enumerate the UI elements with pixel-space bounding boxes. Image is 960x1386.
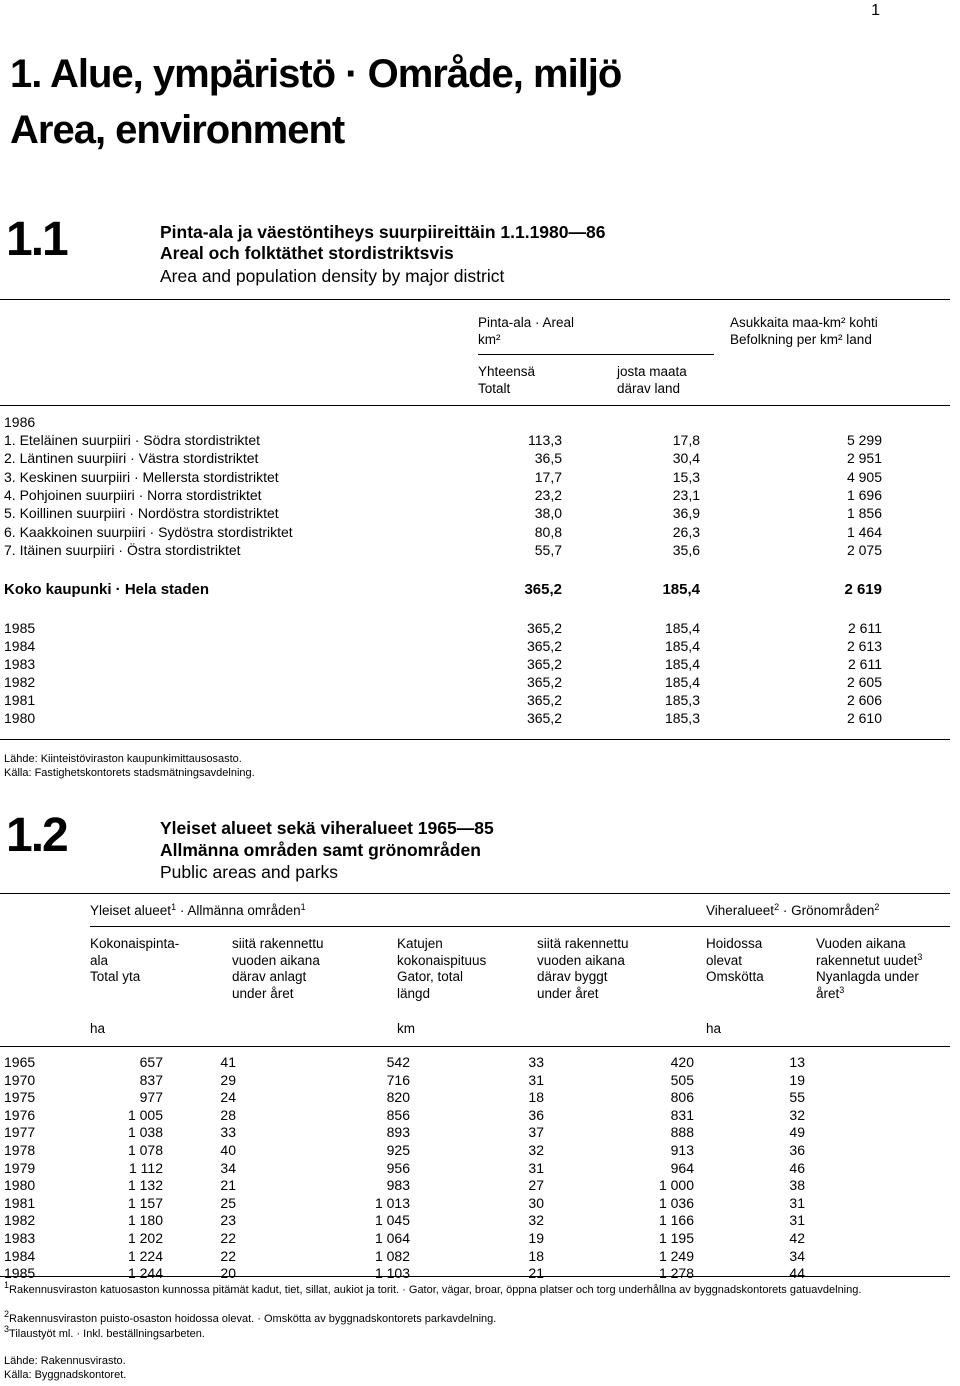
col-label: vuoden aikana: [232, 952, 320, 968]
group-public-areas: [90, 903, 306, 920]
city-total-area: 365,2: [524, 581, 562, 598]
district-density: 4 905: [846, 469, 882, 485]
year-cell: 1965: [4, 1054, 36, 1070]
source-sv: Källa: Fastighetskontorets stadsmätningsavdelning.: [4, 767, 255, 779]
street-length-cell: 925: [386, 1141, 410, 1158]
parks-new-cell: 38: [789, 1177, 805, 1194]
year: 1984: [4, 638, 36, 654]
street-length-cell: 893: [386, 1124, 410, 1141]
built-area-cell: 29: [220, 1071, 236, 1088]
total-area-cell: 1 038: [127, 1124, 163, 1141]
table-1-1-title-fi: Pinta-ala ja väestöntiheys suurpiireittäin 1.1.1980—86: [160, 222, 606, 242]
col-label: Katujen: [397, 936, 443, 951]
col-label: [816, 986, 922, 1003]
footnote-3-text: Tilaustyöt ml. · Inkl. beställningsarbeten.: [9, 1328, 205, 1340]
built-area-cell: 33: [220, 1124, 236, 1141]
header-density-fi: Asukkaita maa-km² kohti: [730, 315, 878, 330]
street-length-cell: 1 013: [374, 1194, 410, 1211]
col-label: [816, 953, 922, 970]
district-total: 23,2: [534, 487, 562, 503]
parks-new-cell: 42: [789, 1229, 805, 1246]
year-land: 185,3: [664, 692, 700, 708]
parks-new-cell: 46: [789, 1159, 805, 1176]
footnote-1-text: Rakennusviraston katuosaston kunnossa pitämät kadut, tiet, sillat, aukiot ja torit. · Gator, vägar, broar, öppna platser och torg underhållna av byggnadskontorets gatuavdelning.: [9, 1284, 862, 1296]
year-cell: 1975: [4, 1089, 36, 1106]
district-density: 1 856: [846, 505, 882, 521]
header-total-fi: Yhteensä: [478, 364, 536, 379]
chapter-title-fi-sv: 1. Alue, ympäristö · Område, miljö: [10, 52, 622, 96]
built-streets-cell: 18: [528, 1247, 544, 1264]
parks-maintained-cell: 505: [670, 1071, 694, 1088]
group-parks: [706, 903, 879, 920]
year: 1983: [4, 656, 36, 672]
footnote-1: [4, 1280, 954, 1298]
total-area-cell: 977: [139, 1089, 163, 1106]
page-number: 1: [871, 2, 880, 19]
table-1-1-title-sv: Areal och folktäthet stordistriktsvis: [160, 243, 454, 263]
footnote-2: [4, 1309, 497, 1327]
col-label: Omskötta: [706, 969, 764, 984]
unit-ha: ha: [90, 1021, 106, 1036]
source-sv-2: Källa: Byggnadskontoret.: [4, 1369, 127, 1381]
footnote-3: [4, 1324, 205, 1342]
street-length-cell: 1 045: [374, 1212, 410, 1229]
total-area-cell: 1 078: [127, 1141, 163, 1158]
district-density: 2 075: [846, 542, 882, 558]
col-label: Total yta: [90, 969, 141, 984]
year-land: 185,4: [664, 638, 700, 654]
header-land-fi: josta maata: [617, 364, 687, 379]
footnote-mark: 1: [300, 902, 306, 912]
footnote-mark: 1: [171, 902, 177, 912]
year-cell: 1977: [4, 1124, 36, 1141]
total-area-cell: 1 112: [129, 1159, 163, 1176]
col-label: ala: [90, 952, 109, 968]
unit-km: km: [397, 1021, 415, 1036]
table-row: [4, 1160, 805, 1178]
footnote-mark: 1: [4, 1280, 10, 1290]
col-total-area: [90, 936, 179, 986]
col-label: därav byggt: [537, 969, 608, 984]
year-density: 2 611: [848, 656, 882, 672]
street-length-cell: 956: [386, 1159, 410, 1176]
footnote-mark: 2: [4, 1309, 10, 1319]
district-land: 15,3: [672, 469, 700, 485]
table-row: [4, 1248, 805, 1266]
parks-maintained-cell: 1 036: [658, 1194, 694, 1211]
parks-maintained-cell: 420: [670, 1054, 694, 1070]
total-area-cell: 837: [139, 1071, 163, 1088]
district-name: 1. Eteläinen suurpiiri · Södra stordistriktet: [4, 432, 260, 448]
street-length-cell: 856: [386, 1106, 410, 1123]
group-public-sv: · Allmänna områden: [176, 903, 301, 918]
built-streets-cell: 21: [528, 1265, 544, 1282]
col-label: olevat: [706, 952, 743, 968]
parks-new-cell: 36: [789, 1141, 805, 1158]
col-label: Kokonaispinta-: [90, 936, 180, 951]
header-land-sv: därav land: [617, 380, 681, 396]
year-land: 185,3: [664, 710, 700, 726]
table-1-2-title-sv: Allmänna områden samt grönområden: [160, 840, 481, 860]
group-parks-fi: Viheralueet: [706, 903, 775, 918]
city-total-label: Koko kaupunki · Hela staden: [4, 581, 210, 598]
parks-new-cell: 19: [789, 1071, 805, 1088]
built-streets-cell: 27: [528, 1177, 544, 1194]
footnote-2-text: Rakennusviraston puisto-osaston hoidossa olevat. · Omskötta av byggnadskontorets parkavdelning.: [9, 1313, 497, 1325]
district-name: 7. Itäinen suurpiiri · Östra stordistriktet: [4, 542, 241, 558]
col-label-text: året: [816, 985, 840, 1001]
year-density: 2 606: [846, 692, 882, 708]
year-label: 1986: [4, 414, 36, 430]
parks-table: [4, 1054, 805, 1283]
built-area-cell: 23: [220, 1212, 236, 1229]
header-total-sv: Totalt: [478, 380, 511, 396]
group-underline: [90, 926, 950, 927]
year-density: 2 613: [846, 638, 882, 654]
year-land: 185,4: [664, 620, 700, 636]
unit-ha-parks: ha: [706, 1021, 722, 1036]
parks-maintained-cell: 888: [670, 1124, 694, 1141]
group-parks-sv: · Grönområden: [779, 903, 875, 918]
built-streets-cell: 31: [528, 1159, 544, 1176]
footnote-mark: 3: [917, 951, 923, 962]
col-label: Vuoden aikana: [816, 936, 906, 951]
parks-new-cell: 31: [789, 1212, 805, 1229]
district-total: 113,3: [528, 432, 562, 448]
parks-maintained-cell: 1 195: [658, 1229, 694, 1246]
parks-maintained-cell: 806: [670, 1089, 694, 1106]
col-label: längd: [397, 985, 431, 1001]
header-density-sv: Befolkning per km² land: [730, 331, 872, 347]
year: 1982: [4, 674, 36, 690]
district-total: 36,5: [534, 450, 562, 466]
district-land: 30,4: [672, 450, 700, 466]
parks-new-cell: 32: [789, 1106, 805, 1123]
rule: [0, 893, 950, 894]
built-area-cell: 41: [220, 1054, 236, 1070]
parks-new-cell: 31: [789, 1194, 805, 1211]
parks-maintained-cell: 913: [670, 1141, 694, 1158]
built-area-cell: 28: [220, 1106, 236, 1123]
built-streets-cell: 31: [528, 1071, 544, 1088]
district-name: 4. Pohjoinen suurpiiri · Norra stordistriktet: [4, 487, 262, 503]
built-area-cell: 22: [220, 1229, 236, 1246]
district-total: 17,7: [534, 469, 562, 485]
district-density: 5 299: [846, 432, 882, 448]
built-streets-cell: 33: [528, 1054, 544, 1070]
year-total: 365,2: [526, 692, 562, 708]
parks-maintained-cell: 1 249: [658, 1247, 694, 1264]
year-cell: 1984: [4, 1247, 36, 1264]
table-row: [4, 1265, 805, 1283]
total-area-cell: 1 202: [127, 1229, 163, 1246]
district-total: 55,7: [534, 542, 562, 558]
year-land: 185,4: [664, 656, 700, 672]
district-total: 38,0: [534, 505, 562, 521]
total-area-cell: 1 224: [127, 1247, 163, 1264]
rule: [0, 1046, 950, 1047]
header-area-label: Pinta-ala · Areal: [478, 315, 575, 330]
header-total: [478, 364, 535, 397]
col-street-length: [397, 936, 486, 1002]
total-area-cell: 1 132: [127, 1177, 163, 1194]
total-area-cell: 1 244: [127, 1265, 163, 1282]
header-area: [478, 315, 574, 348]
district-name: 2. Läntinen suurpiiri · Västra stordistriktet: [4, 450, 259, 466]
district-total: 80,8: [534, 524, 562, 540]
table-row: [4, 1230, 805, 1248]
footnote-mark: 2: [874, 902, 880, 912]
built-area-cell: 40: [220, 1141, 236, 1158]
parks-maintained-cell: 831: [670, 1106, 694, 1123]
col-label: kokonaispituus: [397, 952, 487, 968]
street-length-cell: 1 064: [374, 1229, 410, 1246]
year-density: 2 611: [848, 620, 882, 636]
year: 1985: [4, 620, 36, 636]
source-fi-2: Lähde: Rakennusvirasto.: [4, 1355, 126, 1367]
table-row: [4, 1072, 805, 1090]
year-density: 2 605: [846, 674, 882, 690]
year-total: 365,2: [526, 620, 562, 636]
year-cell: 1978: [4, 1141, 36, 1158]
street-length-cell: 1 103: [374, 1265, 410, 1282]
total-area-cell: 1 005: [127, 1106, 163, 1123]
built-area-cell: 22: [220, 1247, 236, 1264]
year-cell: 1979: [4, 1159, 36, 1176]
rule: [0, 1276, 950, 1277]
year-cell: 1981: [4, 1194, 36, 1211]
district-name: 5. Koillinen suurpiiri · Nordöstra stordistriktet: [4, 505, 279, 521]
col-label: vuoden aikana: [537, 952, 625, 968]
table-row: [4, 1054, 805, 1072]
district-land: 36,9: [672, 505, 700, 521]
district-name: 3. Keskinen suurpiiri · Mellersta stordistriktet: [4, 469, 279, 485]
table-row: [4, 1142, 805, 1160]
year: 1980: [4, 710, 36, 726]
built-streets-cell: 18: [528, 1089, 544, 1106]
table-row: [4, 1212, 805, 1230]
table-1-1-title-en: Area and population density by major district: [160, 266, 505, 286]
table-row: [4, 1089, 805, 1107]
street-length-cell: 820: [386, 1089, 410, 1106]
parks-maintained-cell: 964: [670, 1159, 694, 1176]
table-1-2-title-en: Public areas and parks: [160, 862, 339, 882]
built-area-cell: 21: [220, 1177, 236, 1194]
city-density: 2 619: [844, 581, 882, 598]
parks-new-cell: 34: [789, 1247, 805, 1264]
group-public-fi: Yleiset alueet: [90, 903, 172, 918]
year-total: 365,2: [526, 674, 562, 690]
district-density: 1 696: [846, 487, 882, 503]
footnote-mark: 3: [839, 984, 845, 995]
district-land: 23,1: [672, 487, 700, 503]
footnote-mark: 2: [774, 902, 780, 912]
rule: [0, 299, 950, 300]
chapter-title-en: Area, environment: [10, 108, 345, 152]
col-label: under året: [232, 985, 294, 1001]
table-1-2-title-fi: Yleiset alueet sekä viheralueet 1965—85: [160, 818, 494, 838]
col-label: siitä rakennettu: [232, 936, 324, 951]
source-fi: Lähde: Kiinteistöviraston kaupunkimittausosasto.: [4, 753, 242, 765]
built-area-cell: 25: [220, 1194, 236, 1211]
street-length-cell: 542: [386, 1054, 410, 1070]
header-density: [730, 315, 878, 348]
year-density: 2 610: [846, 710, 882, 726]
parks-new-cell: 13: [789, 1054, 805, 1070]
built-streets-cell: 30: [528, 1194, 544, 1211]
built-streets-cell: 32: [528, 1212, 544, 1229]
year: 1981: [4, 692, 36, 708]
table-row: [4, 1195, 805, 1213]
table-row: [4, 1107, 805, 1125]
col-built-area: [232, 936, 324, 1002]
header-land: [617, 364, 687, 397]
rule: [0, 739, 950, 740]
col-label: under året: [537, 985, 599, 1001]
street-length-cell: 716: [386, 1071, 410, 1088]
total-area-cell: 1 180: [127, 1212, 163, 1229]
year-total: 365,2: [526, 656, 562, 672]
col-label: siitä rakennettu: [537, 936, 629, 951]
footnote-mark: 3: [4, 1324, 10, 1334]
col-maintained-parks: [706, 936, 764, 986]
built-streets-cell: 19: [528, 1229, 544, 1246]
header-area-unit: km²: [478, 331, 501, 347]
year-cell: 1982: [4, 1212, 36, 1229]
year-cell: 1976: [4, 1106, 36, 1123]
city-land-area: 185,4: [662, 581, 700, 598]
year-cell: 1970: [4, 1071, 36, 1088]
year-land: 185,4: [664, 674, 700, 690]
district-land: 17,8: [672, 432, 700, 448]
parks-maintained-cell: 1 166: [658, 1212, 694, 1229]
district-name: 6. Kaakkoinen suurpiiri · Sydöstra stordistriktet: [4, 524, 293, 540]
total-area-cell: 657: [139, 1054, 163, 1070]
street-length-cell: 983: [386, 1177, 410, 1194]
col-built-streets: [537, 936, 629, 1002]
table-1-1-number: 1.1: [6, 213, 67, 266]
col-label: därav anlagt: [232, 969, 307, 984]
district-density: 2 951: [846, 450, 882, 466]
year-cell: 1980: [4, 1177, 36, 1194]
table-row: [4, 1177, 805, 1195]
district-land: 26,3: [672, 524, 700, 540]
built-streets-cell: 36: [528, 1106, 544, 1123]
parks-maintained-cell: 1 000: [658, 1177, 694, 1194]
built-area-cell: 34: [220, 1159, 236, 1176]
year-total: 365,2: [526, 710, 562, 726]
col-label: Hoidossa: [706, 936, 763, 951]
year-cell: 1983: [4, 1229, 36, 1246]
built-streets-cell: 32: [528, 1141, 544, 1158]
col-label: Nyanlagda under: [816, 969, 919, 984]
parks-new-cell: 44: [789, 1265, 805, 1282]
rule: [0, 405, 950, 406]
year-cell: 1985: [4, 1265, 36, 1282]
district-land: 35,6: [672, 542, 700, 558]
built-streets-cell: 37: [528, 1124, 544, 1141]
year-total: 365,2: [526, 638, 562, 654]
col-label-text: rakennetut uudet: [816, 952, 918, 968]
total-area-cell: 1 157: [127, 1194, 163, 1211]
parks-maintained-cell: 1 278: [658, 1265, 694, 1282]
table-row: [4, 1124, 805, 1142]
col-new-parks: [816, 936, 922, 1002]
built-area-cell: 20: [220, 1265, 236, 1282]
district-density: 1 464: [846, 524, 882, 540]
built-area-cell: 24: [220, 1089, 236, 1106]
parks-new-cell: 49: [789, 1124, 805, 1141]
header-underline: [478, 354, 714, 355]
col-label: Gator, total: [397, 969, 464, 984]
parks-new-cell: 55: [789, 1089, 805, 1106]
table-1-2-number: 1.2: [6, 809, 67, 862]
street-length-cell: 1 082: [374, 1247, 410, 1264]
